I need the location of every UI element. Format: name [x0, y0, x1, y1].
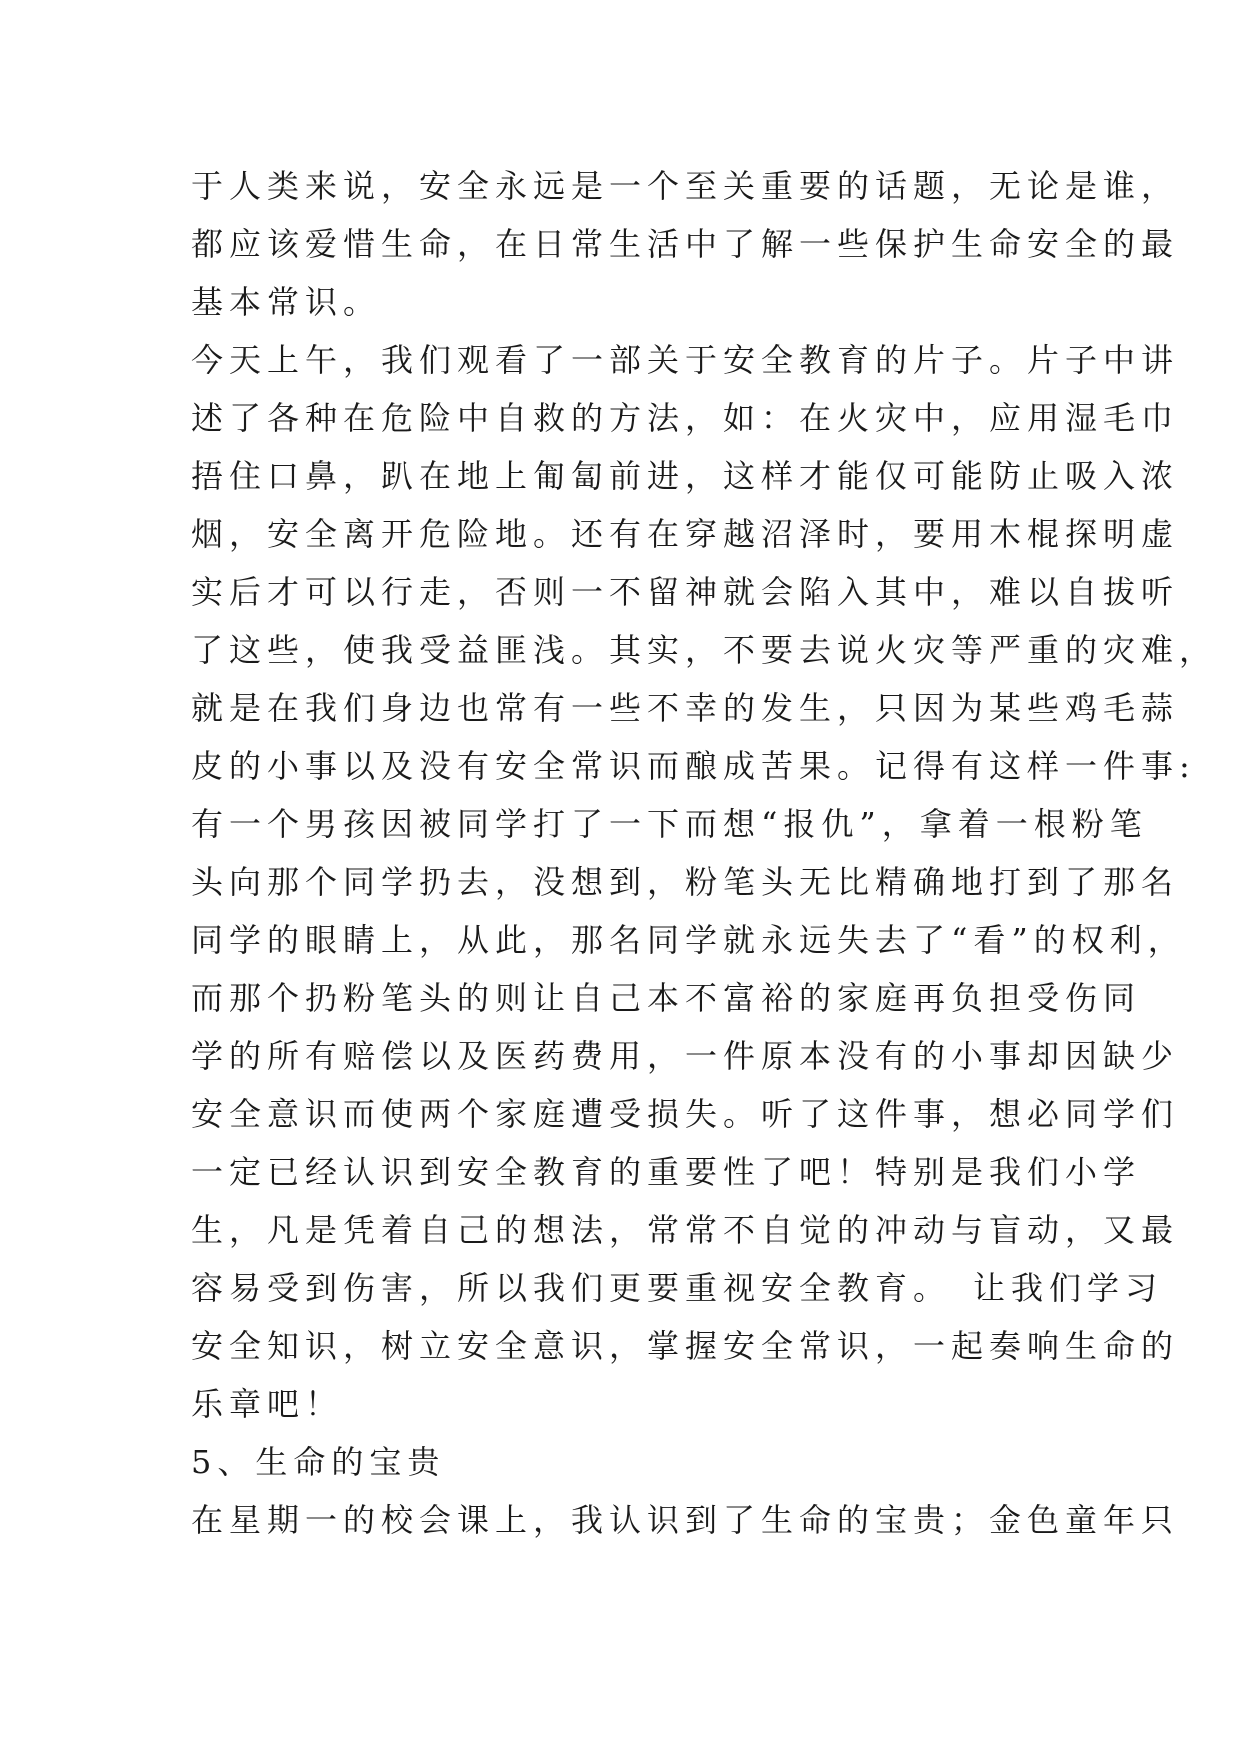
text-line: 就是在我们身边也常有一些不幸的发生，只因为某些鸡毛蒜 — [191, 689, 1180, 727]
text-line: 今天上午，我们观看了一部关于安全教育的片子。片子中讲 — [191, 341, 1180, 379]
text-line: 述了各种在危险中自救的方法，如：在火灾中，应用湿毛巾 — [191, 399, 1180, 437]
document-body — [191, 157, 1218, 1549]
text-line: 生，凡是凭着自己的想法，常常不自觉的冲动与盲动，又最 — [191, 1211, 1180, 1249]
text-line: 而那个扔粉笔头的则让自己本不富裕的家庭再负担受伤同 — [191, 979, 1142, 1017]
text-line: 实后才可以行走，否则一不留神就会陷入其中，难以自拔听 — [191, 573, 1180, 611]
text-line: 基本常识。 — [191, 283, 382, 321]
text-line: 皮的小事以及没有安全常识而酿成苦果。记得有这样一件事: — [191, 747, 1196, 785]
text-line: 容易受到伤害，所以我们更要重视安全教育。 让我们学习 — [191, 1269, 1164, 1307]
text-line: 安全意识而使两个家庭遭受损失。听了这件事，想必同学们 — [191, 1095, 1180, 1133]
text-line: 一定已经认识到安全教育的重要性了吧！特别是我们小学 — [191, 1153, 1142, 1191]
text-line: 于人类来说，安全永远是一个至关重要的话题，无论是谁， — [191, 167, 1180, 205]
text-line: 都应该爱惜生命，在日常生活中了解一些保护生命安全的最 — [191, 225, 1180, 263]
text-line: 捂住口鼻，趴在地上匍匐前进，这样才能仅可能防止吸入浓 — [191, 457, 1180, 495]
text-line: 有一个男孩因被同学打了一下而想“报仇”，拿着一根粉笔 — [191, 805, 1148, 843]
text-line: 了这些，使我受益匪浅。其实，不要去说火灾等严重的灾难， — [191, 631, 1218, 669]
section-heading: 5、生命的宝贵 — [191, 1443, 446, 1481]
text-line: 头向那个同学扔去，没想到，粉笔头无比精确地打到了那名 — [191, 863, 1180, 901]
text-line: 在星期一的校会课上，我认识到了生命的宝贵；金色童年只 — [191, 1501, 1180, 1539]
text-line: 烟，安全离开危险地。还有在穿越沼泽时，要用木棍探明虚 — [191, 515, 1180, 553]
text-line: 安全知识，树立安全意识，掌握安全常识，一起奏响生命的 — [191, 1327, 1180, 1365]
text-line: 同学的眼睛上，从此，那名同学就永远失去了“看”的权利， — [191, 921, 1186, 959]
text-line: 学的所有赔偿以及医药费用，一件原本没有的小事却因缺少 — [191, 1037, 1180, 1075]
text-line: 乐章吧！ — [191, 1385, 344, 1423]
